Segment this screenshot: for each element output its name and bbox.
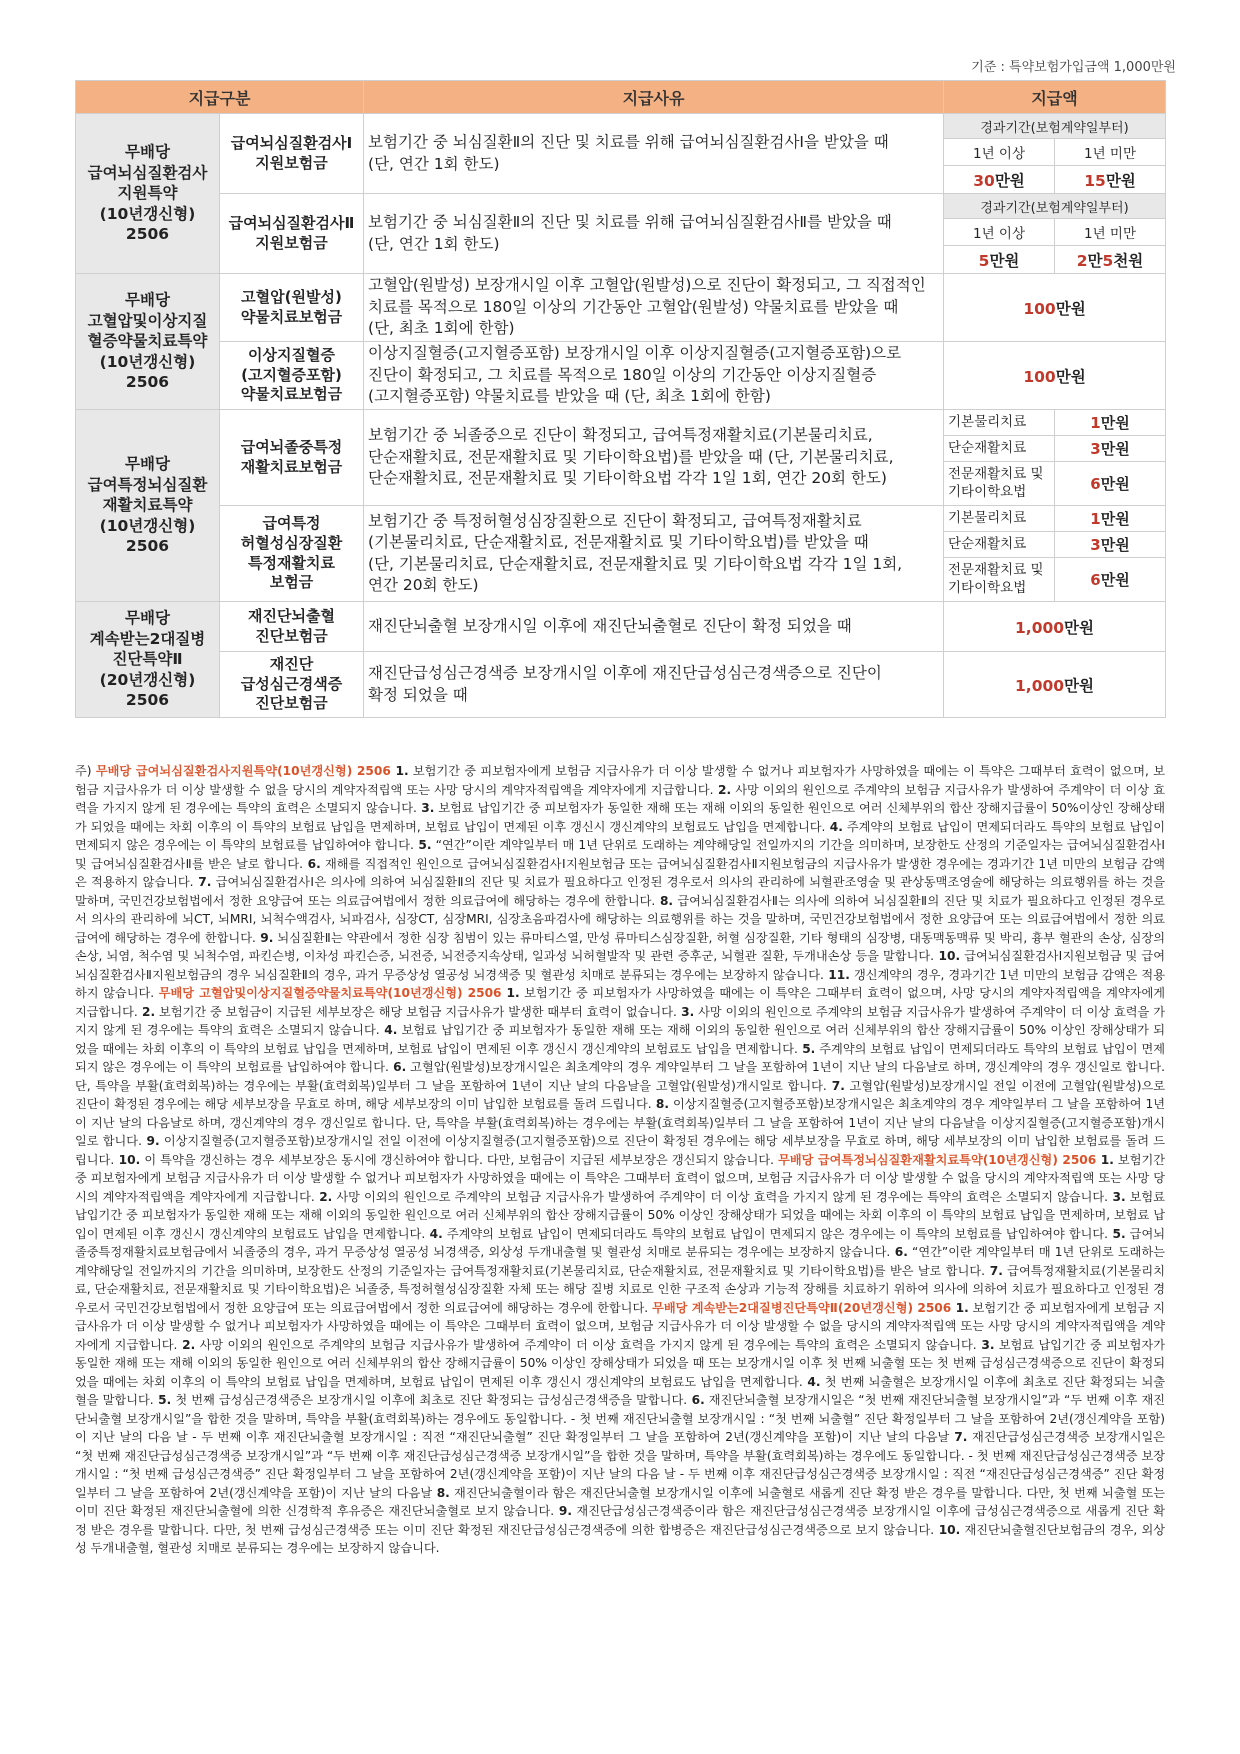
note-text: “연간”이란 계약일부터 매 1년 단위로 도래하는 계약해당일 전일까지의 기간을 의미하며, 보장한도 산정의 기준일자는 급여뇌심질환검사Ⅰ 및 급여뇌심질환검사Ⅱ를 받은 날로 합니다. [75, 838, 1166, 871]
basis-label: 기준 : 특약보험가입금액 1,000만원 [971, 60, 1176, 75]
note-text: 보험기간 중 피보험자에게 보험금 지급사유가 더 이상 발생할 수 없거나 피보험자가 사망하였을 때에는 이 특약은 그때부터 효력이 없으며, 보험금 지급사유가 더 이상 발생할 수 없을 당시의 계약자적립액 또는 사망 당시의 계약자적립액을 계약자에게 지급합니다. [75, 1300, 1166, 1352]
note-number: 7. [985, 1263, 1003, 1278]
notes-section-body [75, 1153, 1165, 1315]
header-amount: 지급액 [944, 81, 1166, 114]
benefit-reason: 고혈압(원발성) 보장개시일 이후 고혈압(원발성)으로 진단이 확정되고, 그 직접적인 치료를 목적으로 180일 이상의 기간동안 고혈압(원발성) 약물치료를 받았을 때 (단, 최초 1회에 한함) [364, 274, 944, 342]
note-number: 6. [302, 856, 321, 871]
benefit-name: 재진단뇌출혈 진단보험금 [220, 602, 364, 652]
note-number: 1. [1096, 1152, 1114, 1167]
note-number: 10. [934, 949, 961, 963]
note-number: 10. [934, 1522, 961, 1537]
note-number: 9. [255, 930, 274, 945]
benefit-reason: 재진단급성심근경색증 보장개시일 이후에 재진단급성심근경색증으로 진단이 확정 되었을 때 [364, 652, 944, 718]
treatment-type: 전문재활치료 및 기타이학요법 [944, 558, 1055, 602]
notes-section-body [75, 1301, 1165, 1556]
benefit-name: 급여뇌심질환검사Ⅰ 지원보험금 [220, 114, 364, 194]
note-number: 2. [713, 782, 732, 797]
amount-value: 30만원 [944, 166, 1055, 194]
benefit-name: 재진단 급성심근경색증 진단보험금 [220, 652, 364, 718]
amount-value: 1만원 [1055, 506, 1166, 532]
note-number: 3. [416, 801, 435, 815]
note-number: 4. [802, 1374, 821, 1389]
table-header-row [76, 81, 1166, 114]
note-text: 보험기간 중 피보험자에게 보험금 지급사유가 더 이상 발생할 수 없거나 피보험자가 사망하였을 때에는 이 특약은 그때부터 효력이 없으며, 보험금 지급사유가 더 이상 발생할 수 없을 당시의 계약자적립액 또는 사망 당시의 계약자적립액을 계약자에게 지급합니다. [75, 1152, 1166, 1204]
note-number: 11. [823, 967, 850, 982]
note-number: 3. [976, 1337, 995, 1352]
benefit-table [75, 80, 1166, 718]
note-number: 2. [314, 1189, 333, 1204]
period-col-2: 1년 미만 [1055, 219, 1166, 246]
note-text: 뇌심질환Ⅱ는 약관에서 정한 심장 침범이 있는 류마티스열, 만성 류마티스심장질환, 허혈 심장질환, 기타 형태의 심장병, 대동맥동맥류 및 박리, 흉부 혈관의 손상, 심장의 손상, 뇌염, 척수염 및 뇌척수염, 파킨슨병, 이차성 파킨슨증, 뇌전증, 뇌전증지속상태, 일과성 뇌허혈발작 및 관련 증후군, 뇌혈관 질환, 두개내손상 등을 말합니다. [75, 930, 1165, 963]
note-text: “연간”이란 계약일부터 매 1년 단위로 도래하는 계약해당일 전일까지의 기간을 의미하며, 보장한도 산정의 기준일자는 급여특정재활치료(기본물리치료, 단순재활치료, 전문재활치료 및 기타이학요법)를 받은 날로 합니다. [75, 1245, 1165, 1278]
note-text: 재진단급성심근경색증 보장개시일은 “첫 번째 재진단급성심근경색증 보장개시일”과 “두 번째 이후 재진단급성심근경색증 보장개시일”을 합한 것을 말하며, 특약을 부활(효력회복)하는 경우에도 동일합니다. - 첫 번째 재진단급성심근경색증 보장개시일 : “첫 번째 급성심근경색증” 진단 확정일부터 그 날을 포함하여 2년(갱신계약을 포함)이 지난 날의 다음 날 - 두 번째 이후 재진단급성심근경색증 보장개시일 : 직전 “재진단급성심근경색증” 진단 확정일부터 그 날을 포함하여 2년(갱신계약을 포함)이 지난 날의 다음날 [75, 1430, 1165, 1500]
treatment-type: 전문재활치료 및 기타이학요법 [944, 462, 1055, 506]
note-number: 8. [651, 1097, 670, 1111]
footnotes [75, 762, 1165, 1558]
note-text: 보험료 납입기간 중 피보험자가 동일한 재해 또는 재해 이외의 동일한 원인으로 여러 신체부위의 합산 장해지급률이 50%이상인 장해상태가 되었을 때에는 차회 이후의 이 특약의 보험료 납입을 면제하며, 보험료 납입이 면제된 이후 갱신시 갱신계약의 보험료도 납입을 면제합니다. [75, 801, 1165, 834]
treatment-type: 기본물리치료 [944, 410, 1055, 436]
group-name: 무배당 급여특정뇌심질환 재활치료특약 (10년갱신형) 2506 [76, 410, 220, 602]
note-text: 이상지질혈증(고지혈증포함)보장개시일은 최초계약의 경우 계약일부터 그 날을 포함하여 1년이 지난 날의 다음날로 하며, 갱신계약의 경우 갱신일로 합니다. 단, 특약을 부활(효력회복)하는 경우에는 부활(효력회복)일부터 그 날을 포함하여 1년이 지난 날의 다음날을 이상지질혈증(고지혈증포함)개시일로 합니다. [75, 1097, 1165, 1148]
period-col-1: 1년 이상 [944, 219, 1055, 246]
amount-value: 3만원 [1055, 436, 1166, 462]
amount-value: 6만원 [1055, 558, 1166, 602]
benefit-reason: 재진단뇌출혈 보장개시일 이후에 재진단뇌출혈로 진단이 확정 되었을 때 [364, 602, 944, 652]
period-col-2: 1년 미만 [1055, 139, 1166, 166]
note-number: 9. [141, 1134, 160, 1148]
treatment-type: 기본물리치료 [944, 506, 1055, 532]
amount-value: 6만원 [1055, 462, 1166, 506]
note-text: 사망 이외의 원인으로 주계약의 보험금 지급사유가 발생하여 주계약이 더 이상 효력을 가지지 않게 된 경우에는 특약의 효력은 소멸되지 않습니다. [195, 1337, 977, 1352]
note-text: 재진단뇌출혈진단보험금의 경우, 외상성 두개내출혈, 혈관성 치매로 분류되는 경우에는 보장하지 않습니다. [75, 1522, 1165, 1555]
note-text: 재진단뇌출혈 보장개시일은 “첫 번째 재진단뇌출혈 보장개시일”과 “두 번째 이후 재진단뇌출혈 보장개시일”을 합한 것을 말하며, 특약을 부활(효력회복)하는 경우에도 동일합니다. - 첫 번째 재진단뇌출혈 보장개시일 : “첫 번째 뇌출혈” 진단 확정일부터 그 날을 포함하여 2년(갱신계약을 포함)이 지난 날의 다음 날 - 두 번째 이후 재진단뇌출혈 보장개시일 : 직전 “재진단뇌출혈” 진단 확정일부터 그 날을 포함하여 2년(갱신계약을 포함)이 지난 날의 다음날 [75, 1393, 1166, 1444]
benefit-reason: 이상지질혈증(고지혈증포함) 보장개시일 이후 이상지질혈증(고지혈증포함)으로 진단이 확정되고, 그 치료를 목적으로 180일 이상의 기간동안 이상지질혈증 (고지혈증포함) 약물치료를 받았을 때 (단, 최초 1회에 한함) [364, 342, 944, 410]
note-number: 7. [826, 1078, 845, 1093]
benefit-reason: 보험기간 중 뇌심질환Ⅱ의 진단 및 치료를 위해 급여뇌심질환검사Ⅰ을 받았을 때 (단, 연간 1회 한도) [364, 114, 944, 194]
notes-section-body [75, 764, 1165, 1000]
group-name: 무배당 고혈압및이상지질 혈증약물치료특약 (10년갱신형) 2506 [76, 274, 220, 410]
note-text: 고혈압(원발성)보장개시일 전일 이전에 고혈압(원발성)으로 진단이 확정된 경우에는 해당 세부보장을 무효로 하며, 해당 세부보장의 이미 납입한 보험료를 돌려 드립니다. [75, 1078, 1166, 1111]
amount-value: 5만원 [944, 246, 1055, 274]
amount-value: 1만원 [1055, 410, 1166, 436]
benefit-name: 급여특정 허혈성심장질환 특정재활치료 보험금 [220, 506, 364, 602]
amount-value: 15만원 [1055, 166, 1166, 194]
treatment-type: 단순재활치료 [944, 436, 1055, 462]
note-text: 급여뇌심질환검사Ⅰ지원보험금 및 급여뇌심질환검사Ⅱ지원보험금의 경우 뇌심질환Ⅱ의 경우, 과거 무증상성 열공성 뇌경색증 및 혈관성 치매로 분류되는 경우에는 보장하지 않습니다. [75, 949, 1165, 982]
notes-section-title: 무배당 계속받는2대질병진단특약Ⅱ(20년갱신형) 2506 [652, 1300, 952, 1315]
note-number: 5. [153, 1393, 172, 1407]
note-number: 8. [655, 893, 674, 908]
amount-value: 3만원 [1055, 532, 1166, 558]
amount-value: 100만원 [944, 342, 1166, 410]
note-number: 4. [379, 1023, 398, 1037]
note-text: 재진단뇌출혈이라 함은 재진단뇌출혈 보장개시일 이후에 뇌출혈로 새롭게 진단 확정 받은 경우를 말합니다. 다만, 첫 번째 뇌출혈 또는 이미 진단 확정된 재진단뇌출혈에 의한 신경학적 후유증은 재진단뇌출혈로 보지 않습니다. [75, 1485, 1166, 1518]
header-category: 지급구분 [76, 81, 364, 114]
notes-section-title: 무배당 고혈압및이상지질혈증약물치료특약(10년갱신형) 2506 [158, 986, 502, 1000]
note-number: 6. [388, 1060, 407, 1074]
note-number: 1. [390, 764, 409, 778]
amount-value: 1,000만원 [944, 602, 1166, 652]
note-text: 보험료 납입기간 중 피보험자가 동일한 재해 또는 재해 이외의 동일한 원인으로 여러 신체부위의 합산 장해지급률이 50% 이상인 장해상태가 되었을 때에는 차회 이후의 이 특약의 보험료 납입을 면제하며, 보험료 납입이 면제된 이후 갱신시 갱신계약의 보험료도 납입을 면제합니다. [75, 1023, 1165, 1056]
note-text: 보험료 납입기간 중 피보험자가 동일한 재해 또는 재해 이외의 동일한 원인으로 여러 신체부위의 합산 장해지급률이 50% 이상인 장해상태가 되었을 때 또는 보장개시일 이후 첫 번째 뇌출혈 또는 첫 번째 급성심근경색증으로 진단이 확정되었을 때에는 차회 이후의 이 특약의 보험료 납입을 면제하며, 보험료 납입이 면제된 이후 갱신시 갱신계약의 보험료도 납입을 면제합니다. [75, 1337, 1165, 1389]
note-number: 5. [413, 838, 432, 852]
note-text: 급여특정재활치료(기본물리치료, 단순재활치료, 전문재활치료 및 기타이학요법)은 뇌졸중, 특정허혈성심장질환 자체 또는 해당 질병 치료로 인한 구조적 손상과 기능적 장해를 치료하기 위하여 의사에 의하여 치료가 필요하다고 인정된 경우로서 국민건강보험법에서 정한 요양급여 또는 의료급여법에서 정한 의료급여에 해당하는 경우에 한합니다. [75, 1263, 1165, 1315]
note-number: 4. [825, 819, 843, 834]
note-text: 첫 번째 뇌출혈은 보장개시일 이후에 최초로 진단 확정되는 뇌출혈을 말합니다. [75, 1374, 1165, 1407]
note-text: 보험료 납입기간 중 피보험자가 동일한 재해 또는 재해 이외의 동일한 원인으로 여러 신체부위의 합산 장해지급률이 50% 이상인 장해상태가 되었을 때에는 차회 이후의 이 특약의 보험료 납입을 면제하며, 보험료 납입이 면제된 이후 갱신시 갱신계약의 보험료도 납입을 면제합니다. [75, 1189, 1165, 1241]
note-text: 사망 이외의 원인으로 주계약의 보험금 지급사유가 발생하여 주계약이 더 이상 효력을 가지지 않게 된 경우에는 특약의 효력은 소멸되지 않습니다. [332, 1189, 1109, 1204]
period-label: 경과기간(보험계약일부터) [944, 194, 1166, 219]
note-text: 급여뇌심질환검사Ⅱ는 의사에 의하여 뇌심질환Ⅱ의 진단 및 치료가 필요하다고 인정된 경우로서 의사의 관리하에 뇌CT, 뇌MRI, 뇌척수액검사, 뇌파검사, 심장CT, 심장MRI, 심장초음파검사에 해당하는 의료행위를 하는 것을 말하며, 국민건강보험법에서 정한 요양급여 또는 의료급여법에서 정한 의료급여에 해당하는 경우에 한합니다. [75, 893, 1166, 945]
note-number: 5. [1108, 1226, 1126, 1241]
period-col-1: 1년 이상 [944, 139, 1055, 166]
notes-prefix: 주) [75, 764, 96, 778]
note-text: 보험기간 중 피보험자에게 보험금 지급사유가 더 이상 발생할 수 없거나 피보험자가 사망하였을 때에는 이 특약은 그때부터 효력이 없으며, 보험금 지급사유가 더 이상 발생할 수 없을 당시의 계약자적립액 또는 사망 당시의 계약자적립액을 계약자에게 지급합니다. [75, 764, 1165, 797]
note-text: 재해를 직접적인 원인으로 급여뇌심질환검사Ⅰ지원보험금 또는 급여뇌심질환검사Ⅱ지원보험금의 지급사유가 발생한 경우에는 경과기간 1년 미만의 보험금 감액은 적용하지 않습니다. [75, 856, 1165, 889]
note-number: 8. [432, 1485, 450, 1500]
notes-section-title: 무배당 급여뇌심질환검사지원특약(10년갱신형) 2506 [95, 764, 391, 778]
note-number: 2. [177, 1337, 196, 1352]
note-number: 3. [1108, 1189, 1126, 1204]
note-number: 1. [951, 1300, 969, 1315]
notes-section-body [75, 986, 1165, 1167]
group-name: 무배당 급여뇌심질환검사 지원특약 (10년갱신형) 2506 [76, 114, 220, 274]
note-number: 7. [193, 875, 212, 889]
note-number: 5. [797, 1041, 816, 1056]
note-text: 보험기간 중 보험금이 지급된 세부보장은 해당 보험금 지급사유가 발생한 때부터 효력이 없습니다. [155, 1004, 677, 1019]
treatment-type: 단순재활치료 [944, 532, 1055, 558]
note-number: 3. [676, 1004, 695, 1019]
period-label: 경과기간(보험계약일부터) [944, 114, 1166, 139]
benefit-name: 급여뇌심질환검사Ⅱ 지원보험금 [220, 194, 364, 274]
note-text: 고혈압(원발성)보장개시일은 최초계약의 경우 계약일부터 그 날을 포함하여 1년이 지난 날의 다음날로 하며, 갱신계약의 경우 갱신일로 합니다. 단, 특약을 부활(효력회복)하는 경우에는 부활(효력회복)일부터 그 날을 포함하여 1년이 지난 날의 다음날을 고혈압(원발성)개시일로 합니다. [75, 1060, 1165, 1093]
header-reason: 지급사유 [364, 81, 944, 114]
amount-value: 1,000만원 [944, 652, 1166, 718]
benefit-reason: 보험기간 중 뇌졸중으로 진단이 확정되고, 급여특정재활치료(기본물리치료, 단순재활치료, 전문재활치료 및 기타이학요법)를 받았을 때 (단, 기본물리치료, 단순재활치료, 전문재활치료 및 기타이학요법 각각 1일 1회, 연간 20회 한도) [364, 410, 944, 506]
note-text: 주계약의 보험료 납입이 면제되더라도 특약의 보험료 납입이 면제되지 않은 경우에는 이 특약의 보험료를 납입하여야 합니다. [75, 1041, 1165, 1074]
note-number: 7. [949, 1430, 968, 1444]
group-name: 무배당 계속받는2대질병 진단특약Ⅱ (20년갱신형) 2506 [76, 602, 220, 718]
note-number: 4. [425, 1226, 443, 1241]
note-text: 사망 이외의 원인으로 주계약의 보험금 지급사유가 발생하여 주계약이 더 이상 효력을 가지지 않게 된 경우에는 특약의 효력은 소멸되지 않습니다. [75, 782, 1165, 815]
note-number: 6. [687, 1393, 705, 1407]
note-number: 10. [114, 1152, 141, 1167]
note-text: 주계약의 보험료 납입이 면제되더라도 특약의 보험료 납입이 면제되지 않은 경우에는 이 특약의 보험료를 납입하여야 합니다. [75, 819, 1165, 852]
note-text: 보험기간 중 피보험자가 사망하였을 때에는 이 특약은 그때부터 효력이 없으며, 사망 당시의 계약자적립액을 계약자에게 지급합니다. [75, 986, 1166, 1019]
note-text: 이상지질혈증(고지혈증포함)보장개시일 전일 이전에 이상지질혈증(고지혈증포함)으로 진단이 확정된 경우에는 해당 세부보장을 무효로 하며, 해당 세부보장의 이미 납입한 보험료를 돌려 드립니다. [75, 1134, 1166, 1167]
note-text: 급여뇌졸중특정재활치료보험금에서 뇌졸중의 경우, 과거 무증상성 열공성 뇌경색증, 외상성 두개내출혈 및 혈관성 치매로 분류되는 경우에는 보장하지 않습니다. [75, 1226, 1165, 1259]
note-number: 1. [501, 986, 520, 1000]
note-text: 급여뇌심질환검사Ⅰ은 의사에 의하여 뇌심질환Ⅱ의 진단 및 치료가 필요하다고 인정된 경우로서 의사의 관리하에 뇌혈관조영술 및 관상동맥조영술에 해당하는 의료행위를 하는 것을 말하며, 국민건강보험법에서 정한 요양급여 또는 의료급여법에서 정한 의료급여에 해당하는 경우에 한합니다. [75, 875, 1166, 908]
note-text: 재진단급성심근경색증이라 함은 재진단급성심근경색증 보장개시일 이후에 급성심근경색증으로 새롭게 진단 확정 받은 경우를 말합니다. 다만, 첫 번째 급성심근경색증 또는 이미 진단 확정된 재진단급성심근경색증에 의한 합병증은 재진단급성심근경색증으로 보지 않습니다. [75, 1504, 1165, 1537]
note-text: 갱신계약의 경우, 경과기간 1년 미만의 보험금 감액은 적용하지 않습니다. [75, 967, 1165, 1000]
note-number: 6. [890, 1245, 908, 1259]
benefit-reason: 보험기간 중 뇌심질환Ⅱ의 진단 및 치료를 위해 급여뇌심질환검사Ⅱ를 받았을 때 (단, 연간 1회 한도) [364, 194, 944, 274]
benefit-name: 이상지질혈증 (고지혈증포함) 약물치료보험금 [220, 342, 364, 410]
amount-value: 100만원 [944, 274, 1166, 342]
benefit-reason: 보험기간 중 특정허혈성심장질환으로 진단이 확정되고, 급여특정재활치료 (기본물리치료, 단순재활치료, 전문재활치료 및 기타이학요법)를 받았을 때 (단, 기본물리치료, 단순재활치료, 전문재활치료 및 기타이학요법 각각 1일 1회, 연간 20회 한도) [364, 506, 944, 602]
note-text: 첫 번째 급성심근경색증은 보장개시일 이후에 최초로 진단 확정되는 급성심근경색증을 말합니다. [171, 1393, 688, 1407]
note-text: 이 특약을 갱신하는 경우 세부보장은 동시에 갱신하여야 합니다. 다만, 보험금이 지급된 세부보장은 갱신되지 않습니다. [140, 1152, 775, 1167]
note-text: 주계약의 보험료 납입이 면제되더라도 특약의 보험료 납입이 면제되지 않은 경우에는 이 특약의 보험료를 납입하여야 합니다. [442, 1226, 1109, 1241]
note-number: 2. [137, 1004, 156, 1019]
note-number: 9. [554, 1504, 573, 1518]
benefit-name: 고혈압(원발성) 약물치료보험금 [220, 274, 364, 342]
note-text: 사망 이외의 원인으로 주계약의 보험금 지급사유가 발생하여 주계약이 더 이상 효력을 가지지 않게 된 경우에는 특약의 효력은 소멸되지 않습니다. [75, 1004, 1165, 1037]
benefit-name: 급여뇌졸중특정 재활치료보험금 [220, 410, 364, 506]
notes-section-title: 무배당 급여특정뇌심질환재활치료특약(10년갱신형) 2506 [778, 1152, 1097, 1167]
amount-value: 2만5천원 [1055, 246, 1166, 274]
